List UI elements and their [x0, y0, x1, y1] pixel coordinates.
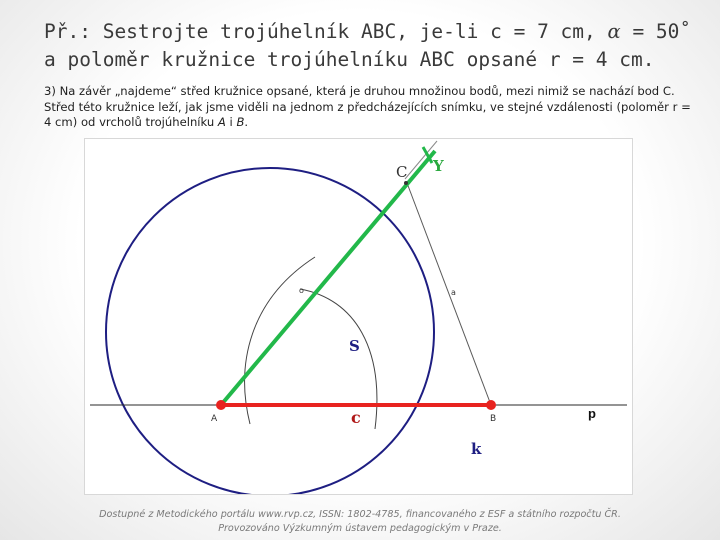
label-c-side: c: [351, 408, 361, 427]
footer-line-2: Provozováno Výzkumným ústavem pedagogickým v Praze.: [218, 523, 502, 534]
construction-drawing: [85, 139, 632, 494]
step-text: 3) Na závěr „najdeme“ střed kružnice opsané, která je druhou množinou bodů, mezi nimiž se nachází bod C. Střed této kružnice leží, jak jsme viděli na jednom z předcházejících snímku, ve stejné vzdálenosti (poloměr r = 4 cm) od vrcholů trojúhelníku: [44, 84, 691, 129]
step-description: [44, 84, 694, 131]
point-b: [486, 400, 496, 410]
page-title: [44, 18, 704, 74]
title-line-2: a poloměr kružnice trojúhelníku ABC opsané r = 4 cm.: [44, 48, 655, 71]
step-text-end: .: [244, 115, 249, 129]
label-k: k: [471, 440, 482, 458]
title-part-1: Př.: Sestrojte trojúhelník ABC, je-li c = 7 cm,: [44, 20, 608, 43]
arc-center-a: [245, 257, 315, 424]
footer-attribution: [40, 508, 680, 536]
label-s: S: [349, 337, 360, 355]
point-c: [404, 181, 408, 185]
label-p: p: [588, 406, 596, 421]
construction-figure: [84, 138, 633, 495]
label-b-vertex: B: [490, 414, 497, 424]
title-line-1: [44, 18, 704, 46]
point-a: [216, 400, 226, 410]
vertex-b-ref: B: [236, 115, 245, 129]
label-o: o: [299, 286, 304, 295]
footer-line-1: Dostupné z Metodického portálu www.rvp.cz, ISSN: 1802-4785, financovaného z ESF a státního rozpočtu ČR.: [99, 509, 621, 520]
label-a-small: a: [451, 288, 456, 297]
step-text-mid: i: [225, 115, 237, 129]
label-y: Y: [433, 157, 444, 175]
vertex-a-ref: A: [217, 115, 226, 129]
alpha-symbol: α: [607, 20, 621, 43]
side-a-line: [407, 183, 491, 405]
label-a-vertex: A: [211, 414, 218, 424]
label-c-vertex: C: [396, 163, 408, 181]
circle-k: [106, 168, 434, 494]
ray-ac: [221, 151, 435, 405]
title-part-2: = 50˚: [620, 20, 692, 43]
arc-center-b: [300, 289, 377, 429]
